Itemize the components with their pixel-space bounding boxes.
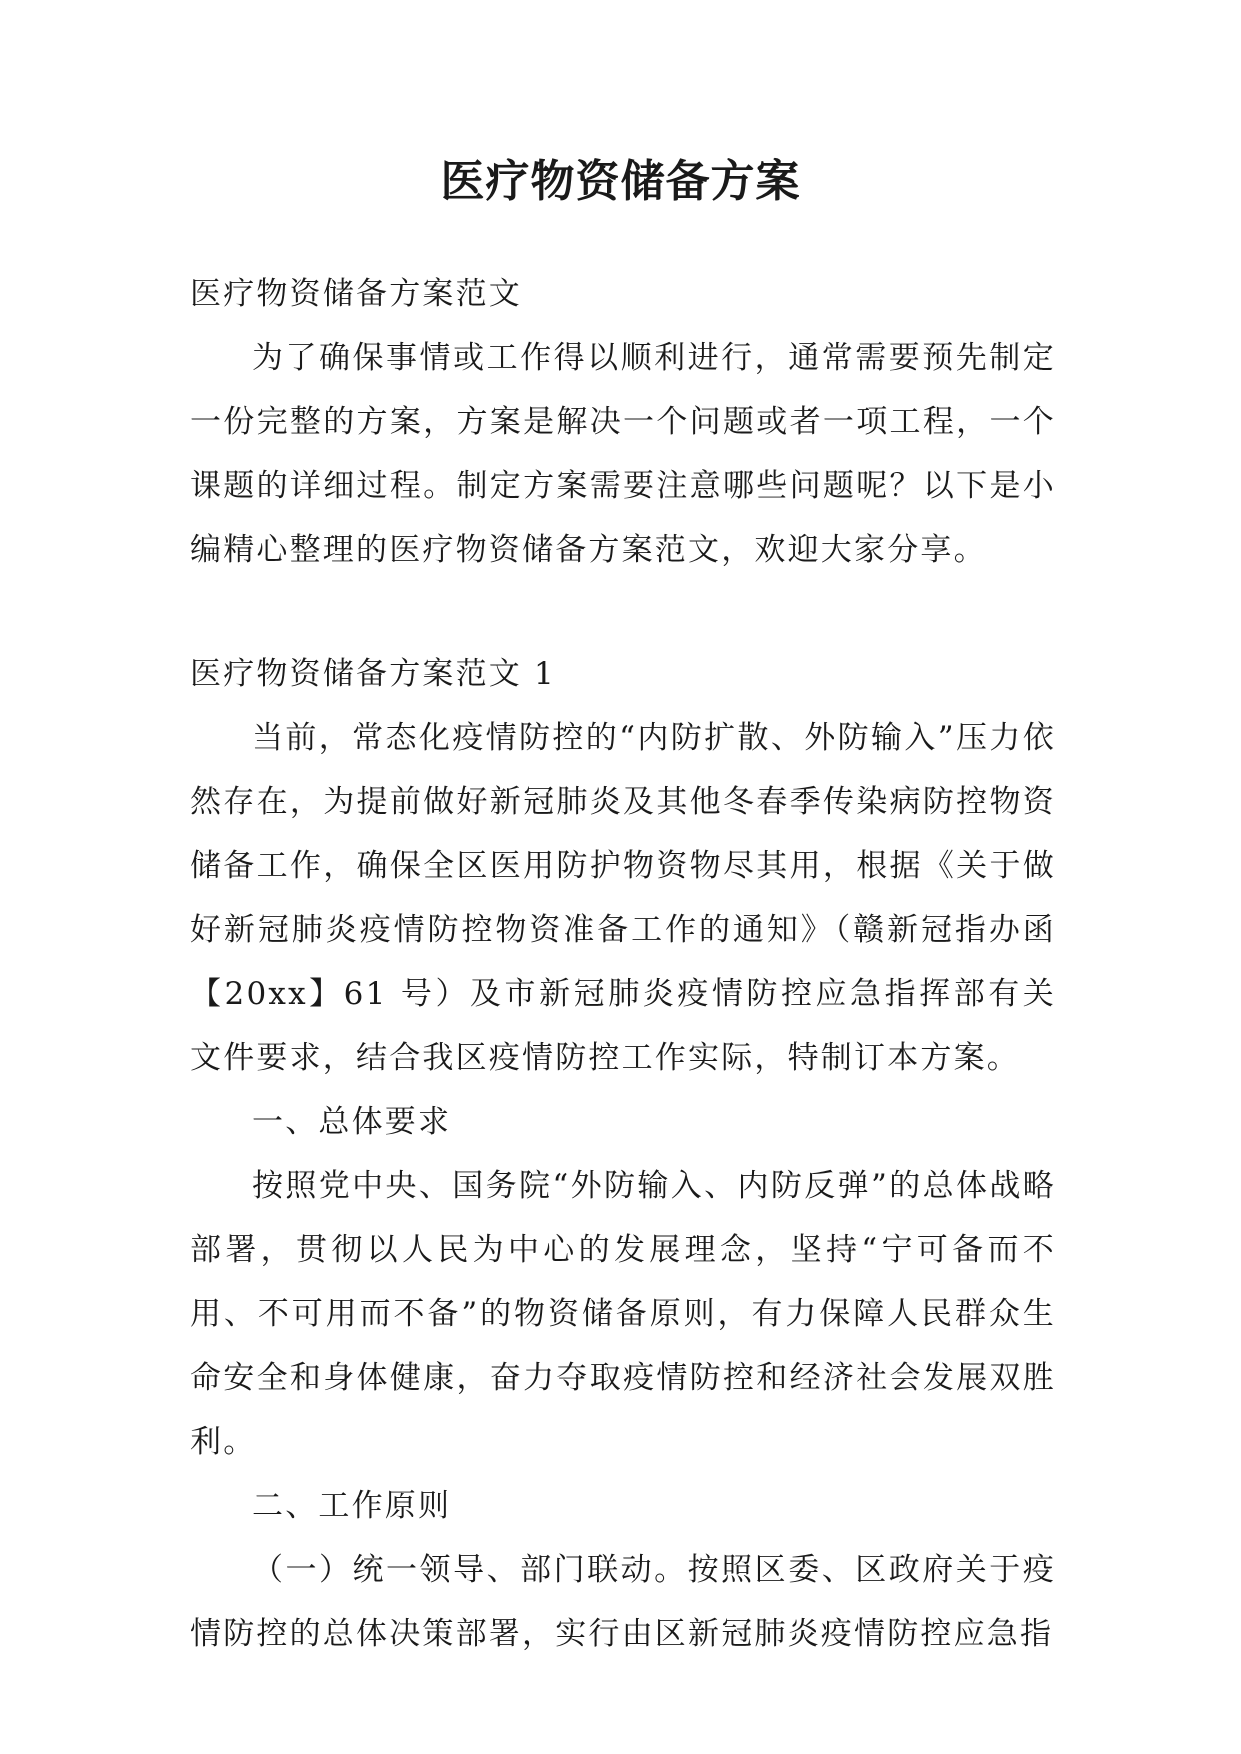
heading-work-principles: 二、工作原则 [252, 1488, 452, 1524]
section1-paragraph: 当前，常态化疫情防控的“内防扩散、外防输入”压力依然存在，为提前做好新冠肺炎及其他冬春季传染病防控物资储备工作，确保全区医用防护物资物尽其用，根据《关于做好新冠肺炎疫情防控物资准备工作的通知》（赣新冠指办函【20xx】61 号）及市新冠肺炎疫情防控应急指挥部有关文件要求，结合我区疫情防控工作实际，特制订本方案。 [190, 720, 1056, 1076]
heading-general-requirements: 一、总体要求 [252, 1104, 452, 1140]
intro-paragraph: 为了确保事情或工作得以顺利进行，通常需要预先制定一份完整的方案，方案是解决一个问题或者一项工程，一个课题的详细过程。制定方案需要注意哪些问题呢？以下是小编精心整理的医疗物资储备方案范文，欢迎大家分享。 [190, 340, 1056, 568]
document-title: 医疗物资储备方案 [440, 156, 801, 207]
section-spacer [190, 582, 1056, 642]
section-title-1: 医疗物资储备方案范文 1 [190, 656, 556, 692]
subtitle: 医疗物资储备方案范文 [190, 276, 522, 312]
work-principles-paragraph: （一）统一领导、部门联动。按照区委、区政府关于疫情防控的总体决策部署，实行由区新冠肺炎疫情防控应急指 [190, 1552, 1056, 1652]
general-requirements-paragraph: 按照党中央、国务院“外防输入、内防反弹”的总体战略部署，贯彻以人民为中心的发展理念，坚持“宁可备而不用、不可用而不备”的物资储备原则，有力保障人民群众生命安全和身体健康，奋力夺取疫情防控和经济社会发展双胜利。 [190, 1168, 1056, 1460]
document-body [190, 262, 1056, 1666]
